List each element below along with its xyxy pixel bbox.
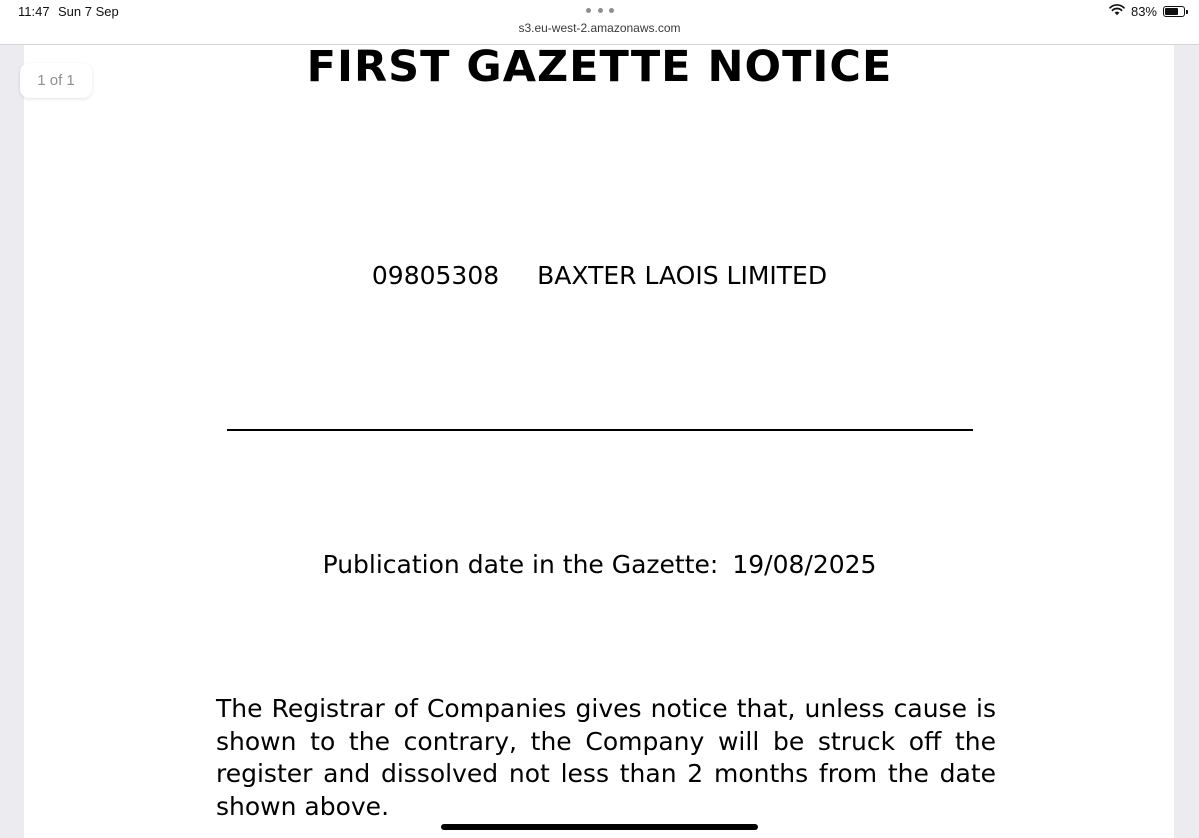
wifi-glyph [1109,4,1125,16]
publication-label: Publication date in the Gazette: [322,550,719,579]
battery-percent: 83% [1130,4,1157,19]
dot [609,8,614,13]
status-date: Sun 7 Sep [58,4,119,19]
company-line [0,260,1199,292]
dot [598,8,603,13]
battery-fill [1165,8,1178,15]
company-name: BAXTER LAOIS LIMITED [537,261,828,290]
battery-icon [1163,6,1185,17]
publication-line [0,549,1199,581]
divider-rule [227,429,973,431]
notice-body: The Registrar of Companies gives notice that, unless cause is shown to the contrary, the Company will be struck off the register and dissolved not less than 2 months from the date shown above. [216,694,996,821]
status-time: 11:47 [18,4,50,19]
status-right [1109,4,1185,19]
more-dots-icon[interactable] [586,3,614,17]
page-counter: 1 of 1 [20,63,92,98]
address-bar[interactable]: s3.eu-west-2.amazonaws.com [518,21,681,35]
publication-date: 19/08/2025 [732,550,877,579]
dot [586,8,591,13]
home-indicator[interactable] [441,824,758,830]
wifi-icon [1109,4,1125,19]
document-title: FIRST GAZETTE NOTICE [306,42,893,92]
top-chrome [0,0,1199,45]
company-number: 09805308 [371,261,500,290]
